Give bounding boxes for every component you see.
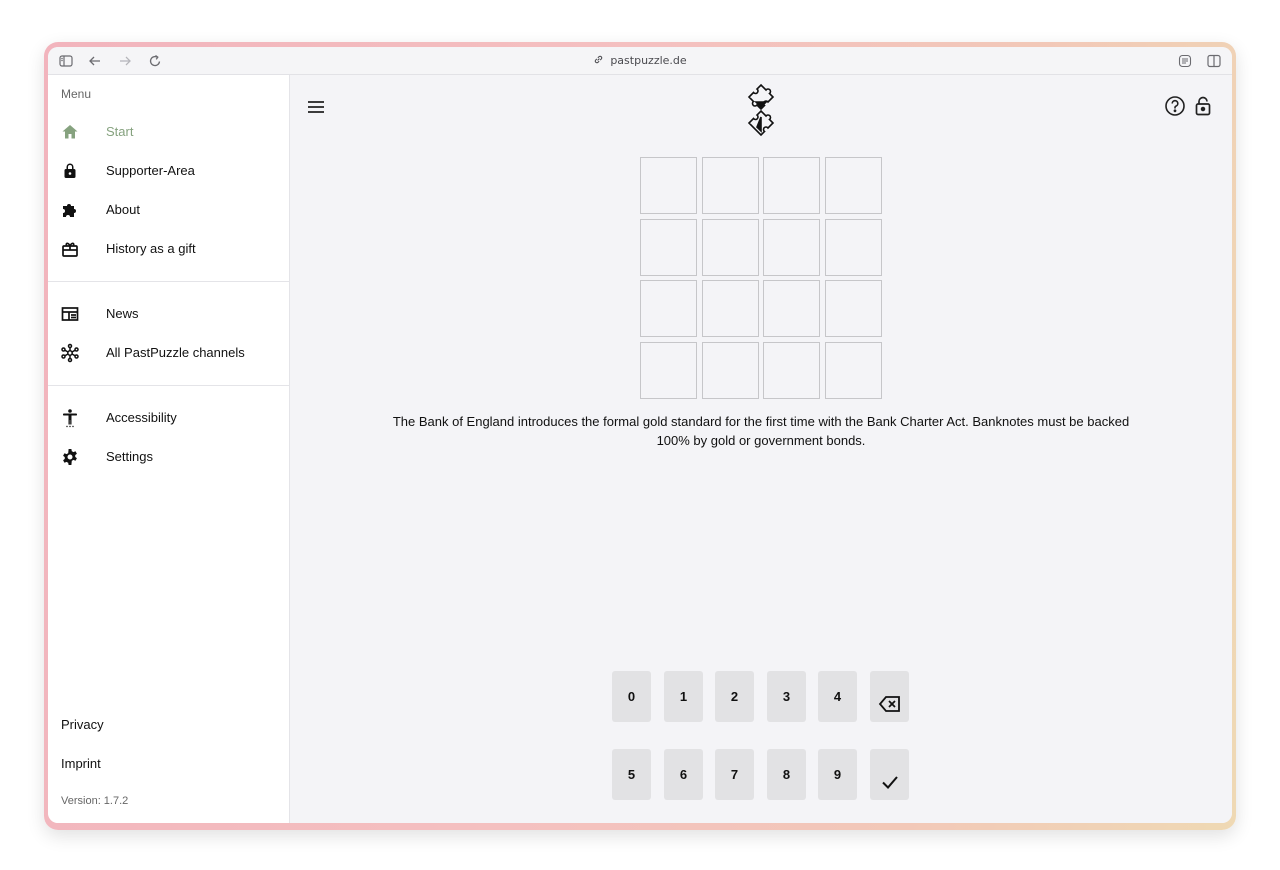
imprint-link[interactable]: Imprint xyxy=(61,756,101,771)
lock-icon xyxy=(60,161,80,181)
puzzle-cell[interactable] xyxy=(825,219,882,276)
check-icon xyxy=(880,772,900,792)
sidebar-item-label: History as a gift xyxy=(106,241,196,256)
sidebar-item-settings[interactable] xyxy=(48,440,290,476)
puzzle-cell[interactable] xyxy=(702,342,759,399)
puzzle-grid xyxy=(640,157,886,403)
puzzle-icon xyxy=(60,200,80,220)
pastpuzzle-logo xyxy=(746,81,776,137)
puzzle-cell[interactable] xyxy=(763,280,820,337)
key-5[interactable]: 5 xyxy=(612,749,651,800)
sidebar-item-all-pastpuzzle-channels[interactable] xyxy=(48,336,290,372)
puzzle-cell[interactable] xyxy=(763,342,820,399)
backspace-icon xyxy=(878,694,902,714)
hamburger-icon[interactable] xyxy=(306,97,326,117)
sidebar-item-news[interactable] xyxy=(48,297,290,333)
link-icon xyxy=(593,54,604,65)
main-content xyxy=(290,75,1232,823)
sidebar-menu xyxy=(48,75,290,823)
key-7[interactable]: 7 xyxy=(715,749,754,800)
address-bar[interactable] xyxy=(48,54,1232,67)
sidebar-item-supporter-area[interactable] xyxy=(48,154,290,190)
browser-toolbar xyxy=(48,47,1232,75)
sidebar-item-label: All PastPuzzle channels xyxy=(106,345,245,360)
key-9[interactable]: 9 xyxy=(818,749,857,800)
sidebar-item-about[interactable] xyxy=(48,193,290,229)
puzzle-cell[interactable] xyxy=(825,157,882,214)
puzzle-cell[interactable] xyxy=(763,219,820,276)
sidebar-item-label: Supporter-Area xyxy=(106,163,195,178)
key-3[interactable]: 3 xyxy=(767,671,806,722)
menu-title: Menu xyxy=(61,87,92,101)
key-1[interactable]: 1 xyxy=(664,671,703,722)
sidebar-item-history-as-a-gift[interactable] xyxy=(48,232,290,268)
puzzle-cell[interactable] xyxy=(763,157,820,214)
puzzle-description: The Bank of England introduces the formal gold standard for the first time with the Bank Charter Act. Banknotes must be backed 100% by gold or government bonds. xyxy=(392,414,1130,448)
sidebar-item-start[interactable] xyxy=(48,115,290,151)
puzzle-cell[interactable] xyxy=(702,157,759,214)
key-6[interactable]: 6 xyxy=(664,749,703,800)
key-0[interactable]: 0 xyxy=(612,671,651,722)
key-8[interactable]: 8 xyxy=(767,749,806,800)
puzzle-cell[interactable] xyxy=(702,280,759,337)
help-icon[interactable] xyxy=(1164,95,1186,117)
sidebar-item-label: Settings xyxy=(106,449,153,464)
backspace-button[interactable] xyxy=(870,671,909,722)
puzzle-cell[interactable] xyxy=(640,219,697,276)
puzzle-cell[interactable] xyxy=(640,280,697,337)
submit-button[interactable] xyxy=(870,749,909,800)
browser-window xyxy=(48,47,1232,823)
sidebar-divider xyxy=(48,281,290,282)
puzzle-cell[interactable] xyxy=(825,280,882,337)
home-icon xyxy=(60,122,80,142)
puzzle-cell[interactable] xyxy=(825,342,882,399)
key-2[interactable]: 2 xyxy=(715,671,754,722)
sidebar-item-label: About xyxy=(106,202,140,217)
key-4[interactable]: 4 xyxy=(818,671,857,722)
gift-icon xyxy=(60,239,80,259)
accessibility-icon xyxy=(60,408,80,428)
puzzle-cell[interactable] xyxy=(640,342,697,399)
lock-open-icon[interactable] xyxy=(1192,95,1214,117)
sidebar-item-label: News xyxy=(106,306,139,321)
url-text: pastpuzzle.de xyxy=(610,54,687,67)
version-label: Version: 1.7.2 xyxy=(61,795,129,807)
puzzle-cell[interactable] xyxy=(640,157,697,214)
network-icon xyxy=(60,343,80,363)
split-view-icon[interactable] xyxy=(1207,54,1221,68)
sidebar-divider xyxy=(48,385,290,386)
sidebar-item-accessibility[interactable] xyxy=(48,401,290,437)
settings-icon xyxy=(60,447,80,467)
sidebar-item-label: Accessibility xyxy=(106,410,177,425)
puzzle-cell[interactable] xyxy=(702,219,759,276)
privacy-link[interactable]: Privacy xyxy=(61,717,104,732)
sidebar-item-label: Start xyxy=(106,124,134,139)
reader-icon[interactable] xyxy=(1178,54,1192,68)
news-icon xyxy=(60,304,80,324)
